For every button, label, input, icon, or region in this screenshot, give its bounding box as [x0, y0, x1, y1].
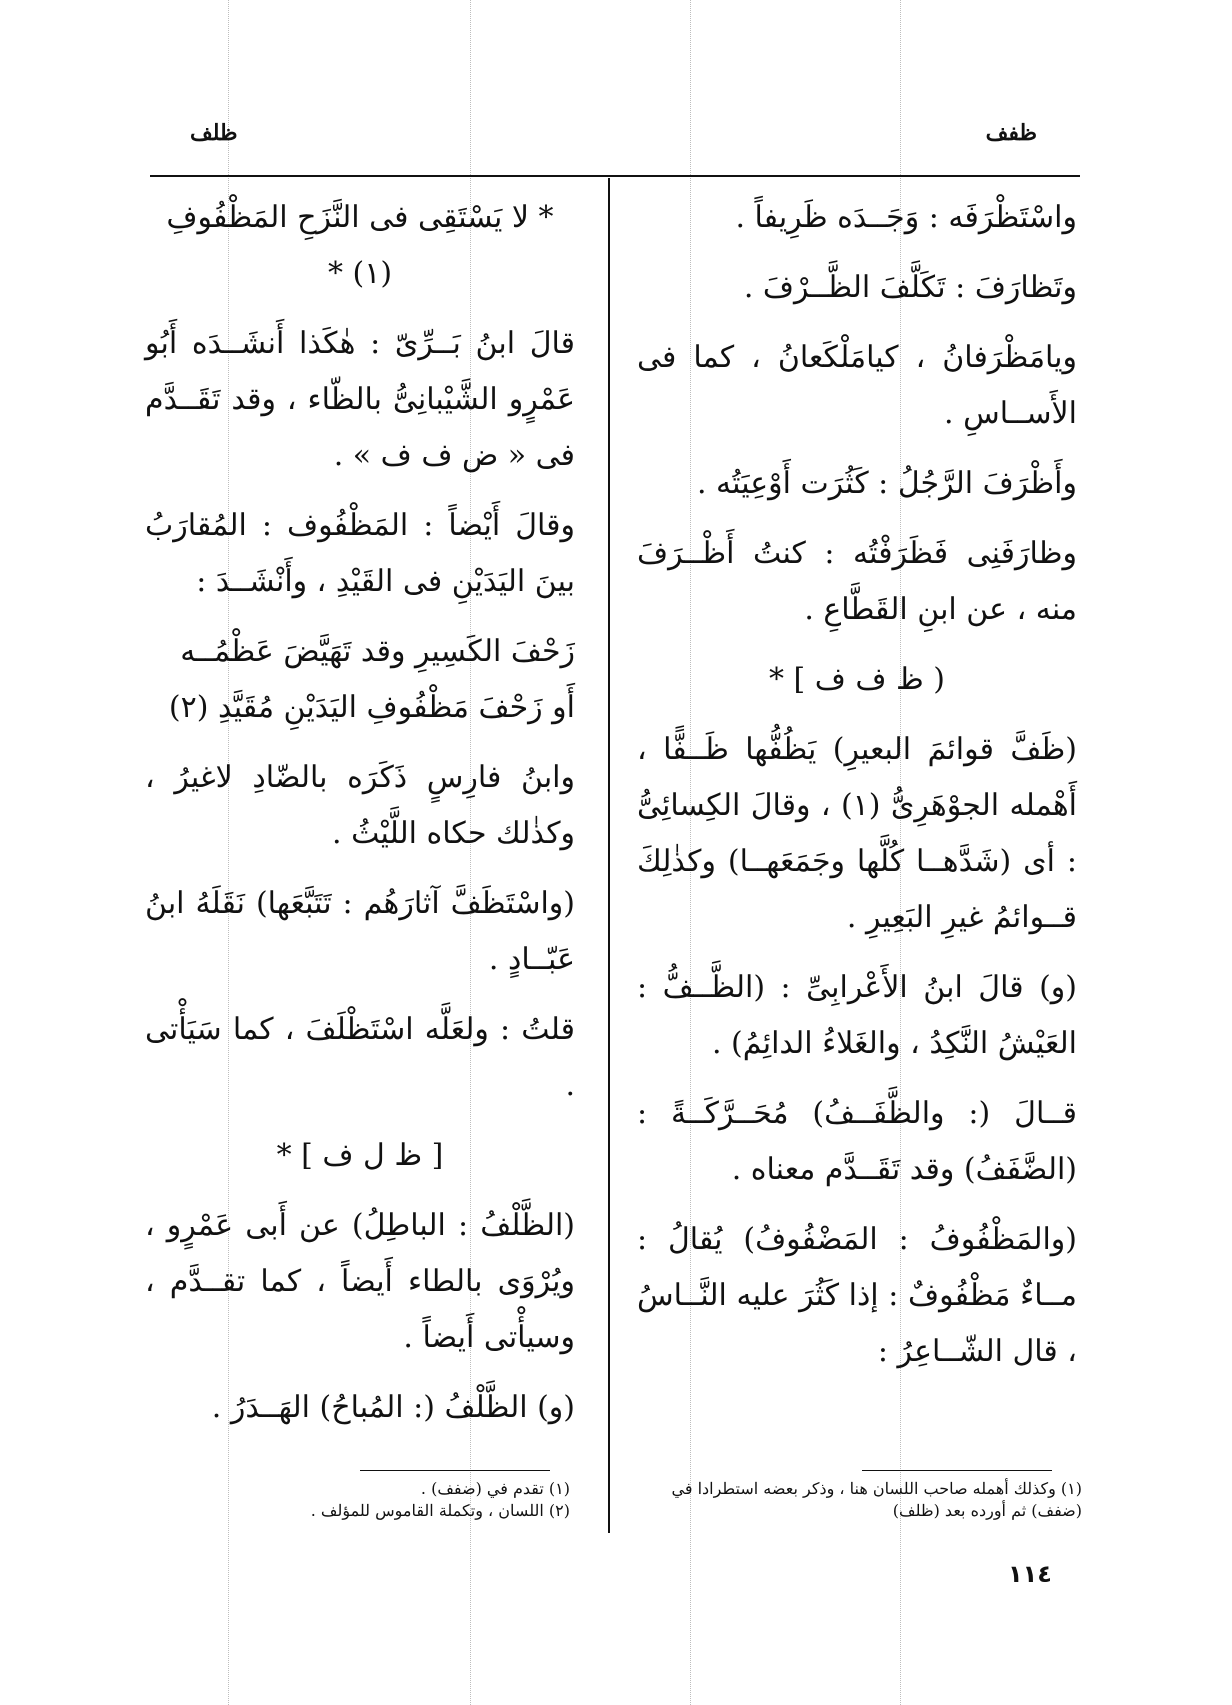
left-column [145, 190, 575, 1450]
footnote: (١) وكذلك أهمله صاحب اللسان هنا ، وذكر بعضه استطرادا في (ضفف) ثم أورده بعد (ظلف) [671, 1479, 1082, 1520]
paragraph: قــالَ (: والظَّفَــفُ) مُحَــرَّكَــةً : (الضَّفَفُ) وقد تَقَــدَّم معناه . [637, 1096, 1077, 1187]
right-column [637, 190, 1077, 1394]
header-right-title: ظفف [985, 120, 1037, 146]
entry-heading: ( ظ ف ف ] * [768, 662, 946, 697]
paragraph: قالَ ابنُ بَــرِّىّ : هٰكَذا أَنشَــدَه أَبُو عَمْرٍو الشَّيْبانِىُّ بالظّاء ، وقد تَقَــدَّم فى « ض ف ف » . [145, 326, 575, 473]
paragraph: (الظَّلْفُ : الباطِلُ) عن أَبى عَمْرٍو ، ويُرْوَى بالطاء أَيضاً ، كما تقــدَّم ، وسيأْتى أَيضاً . [145, 1208, 575, 1355]
paragraph: (والمَظْفُوفُ : المَضْفُوفُ) يُقالُ : مــاءٌ مَظْفُوفٌ : إذا كَثُرَ عليه النَّــاسُ ، قال الشّــاعِرُ : [637, 1222, 1077, 1369]
paragraph: (ظَفَّ قوائمَ البعيرِ) يَظُفُّها ظَــفًّا ، أَهْمله الجوْهَرِىُّ (١) ، وقالَ الكِسائِىُّ : أى (شَدَّهــا كُلَّها وجَمَعَهــا) وكذٰلِكَ قــوائمُ غيرِ البَعِيرِ . [637, 732, 1078, 935]
paragraph: وابنُ فارِسٍ ذَكَرَه بالضّادِ لاغيرُ ، وكذٰلك حكاه اللَّيْثُ . [145, 760, 575, 851]
verse [145, 624, 575, 736]
column-divider [608, 178, 610, 1533]
paragraph: ويامَظْرَفانُ ، كيامَلْكَعانُ ، كما فى الأَســاسِ . [637, 340, 1077, 431]
paragraph: وظارَفَنِى فَظَرَفْتُه : كنتُ أَظْــرَفَ منه ، عن ابنِ القَطَّاعِ . [637, 536, 1077, 627]
paragraph: (و) قالَ ابنُ الأَعْرابِىِّ : (الظَّــفُّ : العَيْشُ النَّكِدُ ، والغَلاءُ الدائِمُ) . [637, 970, 1077, 1061]
paragraph: وأَظْرَفَ الرَّجُلُ : كَثُرَت أَوْعِيَتُه . [696, 466, 1077, 501]
paragraph: واسْتَظْرَفَه : وَجَــدَه ظَرِيفاً . [735, 200, 1077, 235]
paragraph: (واسْتَظَفَّ آثارَهُم : تَتَبَّعَها) نَقَلَهُ ابنُ عَبّــادٍ . [145, 886, 575, 977]
paragraph: وتَظارَفَ : تَكَلَّفَ الظَّــرْفَ . [743, 270, 1077, 305]
footnotes-right [642, 1478, 1082, 1522]
header-rule [150, 175, 1080, 177]
footnotes-left [150, 1478, 570, 1522]
verse-line: زَحْفَ الكَسِيرِ وقد تَهَيَّضَ عَظْمُــه [180, 634, 575, 669]
entry-heading: [ ظ ل ف ] * [276, 1138, 444, 1173]
paragraph: (و) الظَّلْفُ (: المُباحُ) الهَــدَرُ . [211, 1390, 575, 1425]
verse-line: * لا يَسْتَقِى فى النَّزَحِ المَظْفُوفِ (١) * [166, 200, 554, 291]
footnote: (٢) اللسان ، وتكملة القاموس للمؤلف . [310, 1501, 570, 1520]
page-number: ١١٤ [1008, 1560, 1052, 1588]
footnote: (١) تقدم في (ضفف) . [420, 1479, 570, 1498]
paragraph: وقالَ أَيْضاً : المَظْفُوف : المُقارَبُ بينَ اليَدَيْنِ فى القَيْدِ ، وأَنْشَــدَ : [145, 508, 575, 599]
footnote-rule-right [862, 1470, 1052, 1471]
paragraph: قلتُ : ولعَلَّه اسْتَظْلَفَ ، كما سَيَأْتى . [145, 1012, 575, 1103]
footnote-rule-left [360, 1470, 550, 1471]
verse-line: أَو زَحْفَ مَظْفُوفِ اليَدَيْنِ مُقَيَّدِ (٢) [168, 690, 575, 725]
header-left-title: ظلف [190, 120, 238, 146]
